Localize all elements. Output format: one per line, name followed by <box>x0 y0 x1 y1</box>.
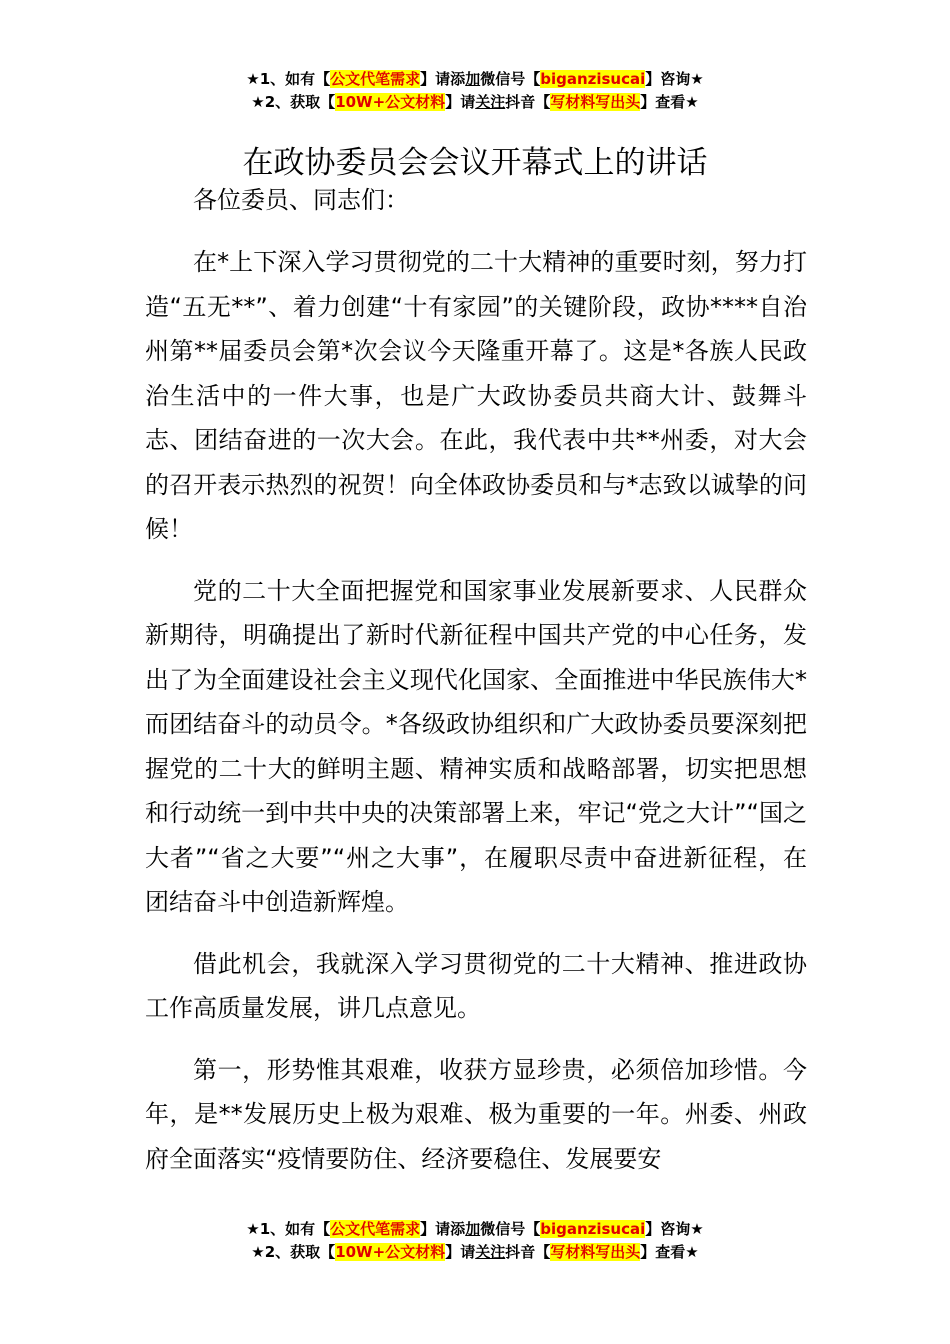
promo-text: 】咨询★ <box>645 1220 704 1238</box>
promo-text: 抖音【 <box>505 93 551 111</box>
promo-highlight: 写材料写出头 <box>550 93 641 111</box>
salutation: 各位委员、同志们： <box>193 186 409 214</box>
promo-text: ★2、获取【 <box>251 1243 336 1261</box>
paragraph-1: 在*上下深入学习贯彻党的二十大精神的重要时刻，努力打造“五无**”、着力创建“十有家园”的关键阶段，政协****自治州第**届委员会第*次会议今天隆重开幕了。这是*各族人民政治生活中的一件大事，也是广大政协委员共商大计、鼓舞斗志、团结奋进的一次大会。在此，我代表中共**州委，对大会的召开表示热烈的祝贺！向全体政协委员和与*志致以诚挚的问候！ <box>145 248 807 543</box>
promo-text: 】请添 <box>420 1220 466 1238</box>
promo-line-2 <box>0 91 950 114</box>
paragraph-2: 党的二十大全面把握党和国家事业发展新要求、人民群众新期待，明确提出了新时代新征程中国共产党的中心任务，发出了为全面建设社会主义现代化国家、全面推进中华民族伟大*而团结奋斗的动员令。*各级政协组织和广大政协委员要深刻把握党的二十大的鲜明主题、精神实质和战略部署，切实把思想和行动统一到中共中央的决策部署上来，牢记“党之大计”“国之大者”“省之大要”“州之大事”，在履职尽责中奋进新征程，在团结奋斗中创造新辉煌。 <box>145 576 807 916</box>
paragraph-4: 第一，形势惟其艰难，收获方显珍贵，必须倍加珍惜。今年，是**发展历史上极为艰难、极为重要的一年。州委、州政府全面落实“疫情要防住、经济要稳住、发展要安 <box>145 1055 807 1173</box>
promo-banner-top <box>0 68 950 114</box>
promo-highlight: 公文代笔需求 <box>330 1220 421 1238</box>
promo-underline: 关注 <box>475 1243 506 1261</box>
promo-text: 微信号【 <box>480 70 541 88</box>
promo-highlight: 10W+公文材料 <box>335 93 446 111</box>
promo-highlight: biganzisucai <box>540 70 646 88</box>
promo-line-1 <box>0 68 950 91</box>
promo-banner-bottom <box>0 1218 950 1264</box>
promo-text: 】请添 <box>420 70 466 88</box>
promo-underline: 关注 <box>475 93 506 111</box>
promo-text: 】请 <box>445 93 476 111</box>
promo-highlight: 10W+公文材料 <box>335 1243 446 1261</box>
document-body <box>145 178 807 1181</box>
promo-highlight: 公文代笔需求 <box>330 70 421 88</box>
promo-line-1 <box>0 1218 950 1241</box>
promo-text: 】查看★ <box>640 1243 699 1261</box>
promo-highlight: 写材料写出头 <box>550 1243 641 1261</box>
document-title: 在政协委员会会议开幕式上的讲话 <box>242 144 708 181</box>
promo-text: 微信号【 <box>480 1220 541 1238</box>
promo-text: 】查看★ <box>640 93 699 111</box>
promo-text: ★2、获取【 <box>251 93 336 111</box>
promo-highlight: biganzisucai <box>540 1220 646 1238</box>
promo-underline: 加 <box>465 70 481 88</box>
promo-text: 抖音【 <box>505 1243 551 1261</box>
promo-text: ★1、如有【 <box>246 70 331 88</box>
promo-underline: 加 <box>465 1220 481 1238</box>
promo-text: 】请 <box>445 1243 476 1261</box>
paragraph-3: 借此机会，我就深入学习贯彻党的二十大精神、推进政协工作高质量发展，讲几点意见。 <box>145 949 807 1022</box>
promo-text: 】咨询★ <box>645 70 704 88</box>
promo-text: ★1、如有【 <box>246 1220 331 1238</box>
promo-line-2 <box>0 1241 950 1264</box>
